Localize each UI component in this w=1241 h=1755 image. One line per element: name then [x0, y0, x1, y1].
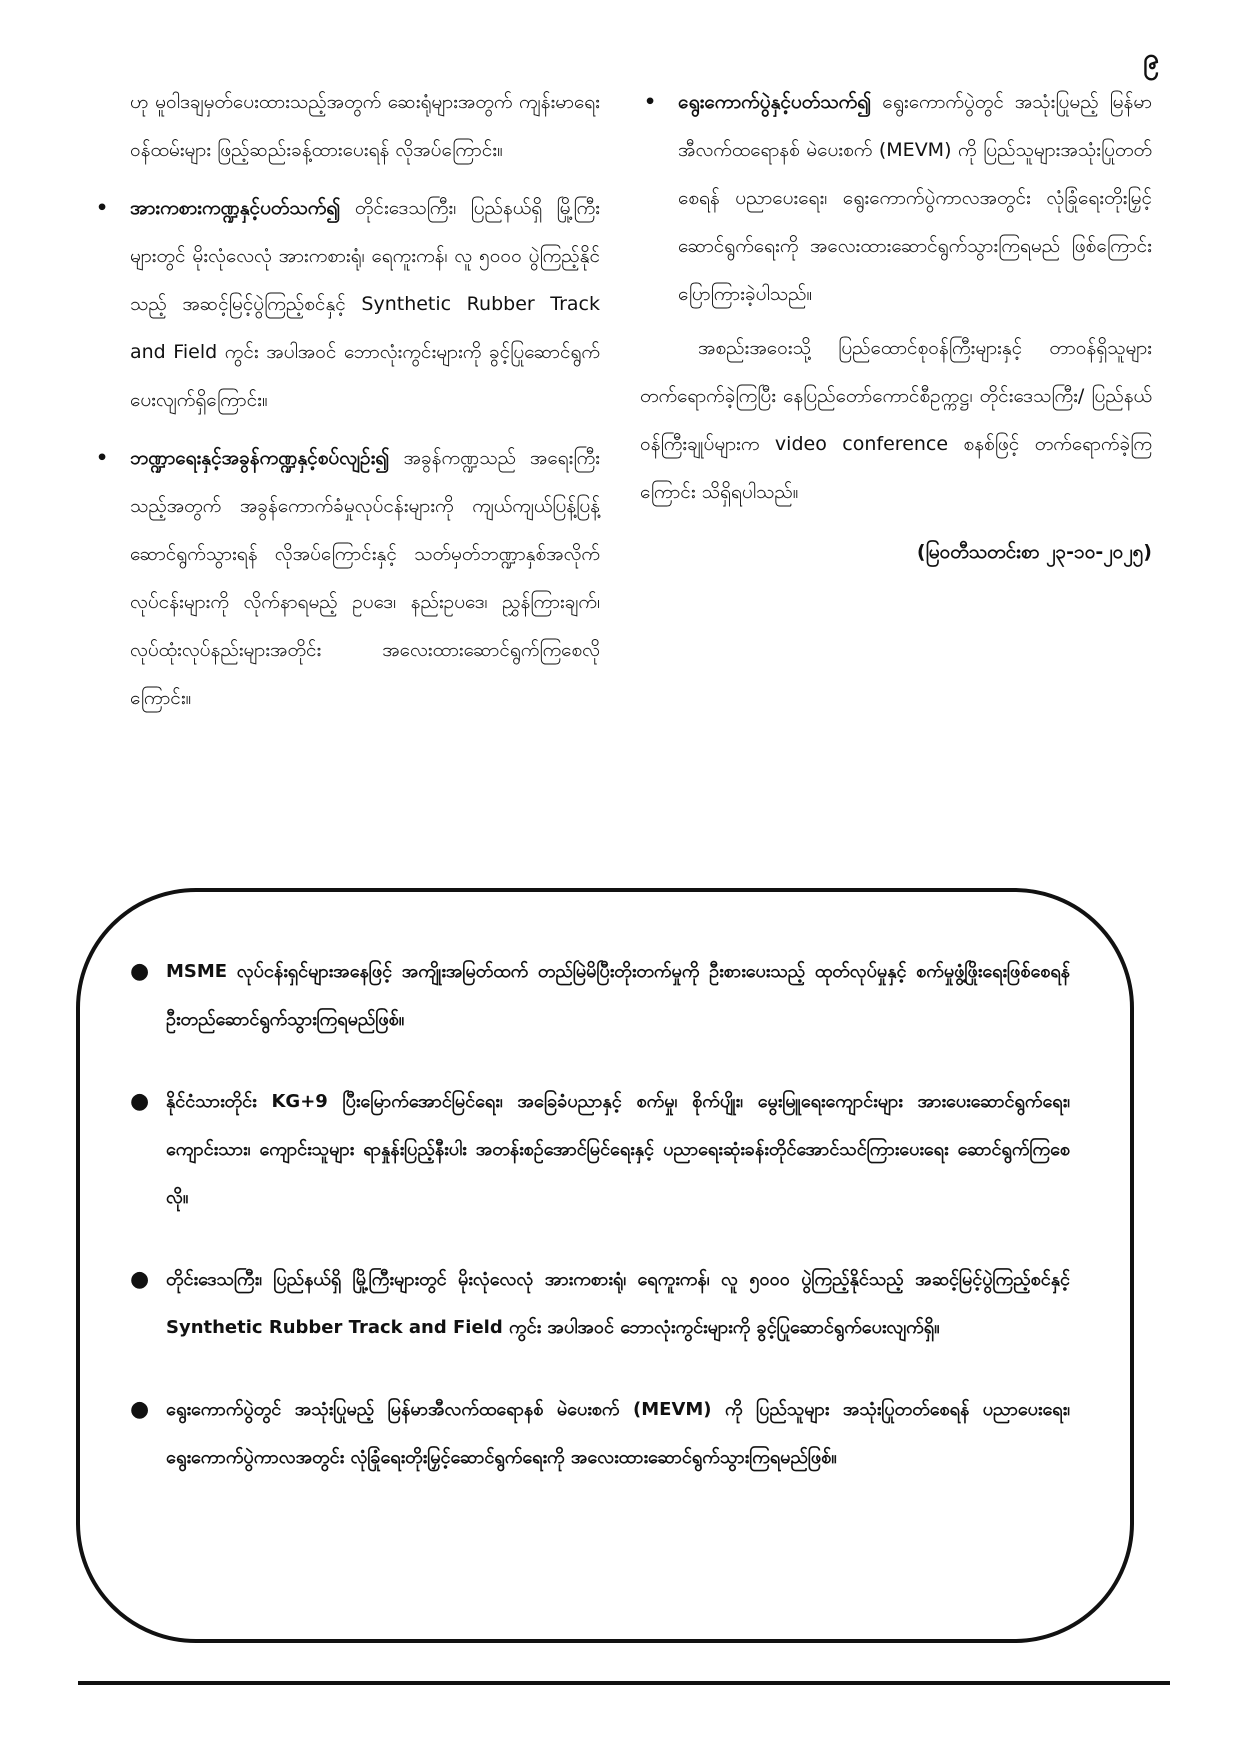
summary-item — [130, 948, 1070, 1044]
closing-paragraph: အစည်းအဝေးသို့ ပြည်ထောင်စုဝန်ကြီးများနှင့် တာဝန်ရှိသူများ တက်ရောက်ခဲ့ကြပြီး နေပြည်တော်ကောင်စီဥက္ကဋ္ဌ၊ တိုင်းဒေသကြီး/ ပြည်နယ်ဝန်ကြီးချုပ်များက video conference စနစ်ဖြင့် တက်ရောက်ခဲ့ကြကြောင်း သိရှိရပါသည်။ — [640, 337, 1152, 503]
summary-item-text: MSME လုပ်ငန်းရှင်များအနေဖြင့် အကျိုးအမြတ်ထက် တည်မြဲမိပြီးတိုးတက်မှုကို ဦးစားပေးသည့် ထုတ်လုပ်မှုနှင့် စက်မှုဖွံ့ဖြိုးရေးဖြစ်စေရန် ဦးတည်ဆောင်ရွက်သွားကြရမည်ဖြစ်။ — [166, 961, 1070, 1030]
list-item-body: တိုင်းဒေသကြီး၊ ပြည်နယ်ရှိ မြို့ကြီးများတွင် မိုးလုံလေလုံ အားကစားရုံ၊ ရေကူးကန်၊ လူ ၅၀၀၀ ပွဲကြည့်နိုင်သည့် အဆင့်မြင့်ပွဲကြည့်စင်နှင့် Synthetic Rubber Track and Field ကွင်း အပါအဝင် ဘောလုံးကွင်းများကို ခွင့်ပြုဆောင်ရွက်ပေးလျက်ရှိကြောင်း။ — [130, 197, 600, 411]
bullet-icon: ● — [130, 1267, 150, 1292]
summary-item — [130, 1386, 1070, 1482]
bullet-icon: • — [96, 447, 109, 469]
summary-item-text: နိုင်ငံသားတိုင်း KG+9 ပြီးမြောက်အောင်မြင်ရေး၊ အခြေခံပညာနှင့် စက်မှု၊ စိုက်ပျိုး၊ မွေးမြူရေးကျောင်းများ အားပေးဆောင်ရွက်ရေး၊ ကျောင်းသား၊ ကျောင်းသူများ ရာနှုန်းပြည့်နီးပါး အတန်းစဉ်အောင်မြင်ရေးနှင့် ပညာရေးဆုံးခန်းတိုင်အောင်သင်ကြားပေးရေး ဆောင်ရွက်ကြစေလို။ — [166, 1091, 1070, 1208]
bullet-icon: ● — [130, 1397, 150, 1422]
list-item-title: ဘဏ္ဍာရေးနှင့်အခွန်ကဏ္ဍနှင့်စပ်လျဉ်း၍ — [130, 447, 390, 469]
summary-box — [76, 888, 1134, 1643]
intro-continuation: ဟု မူဝါဒချမှတ်ပေးထားသည့်အတွက် ဆေးရုံများအတွက် ကျန်းမာရေးဝန်ထမ်းများ ဖြည့်ဆည်းခန့်ထားပေးရန် လိုအပ်ကြောင်း။ — [130, 91, 600, 161]
summary-item-text: ရွေးကောက်ပွဲတွင် အသုံးပြုမည့် မြန်မာအီလက်ထရောနစ် မဲပေးစက် (MEVM) ကို ပြည်သူများ အသုံးပြုတတ်စေရန် ပညာပေးရေး၊ ရွေးကောက်ပွဲကာလအတွင်း လုံခြုံရေးတိုးမြှင့်ဆောင်ရွက်ရေးကို အလေးထားဆောင်ရွက်သွားကြရမည်ဖြစ်။ — [166, 1399, 1070, 1468]
list-item-sports — [92, 184, 600, 424]
list-item-body: အခွန်ကဏ္ဍသည် အရေးကြီးသည့်အတွက် အခွန်ကောက်ခံမှုလုပ်ငန်းများကို ကျယ်ကျယ်ပြန့်ပြန့် ဆောင်ရွက်သွားရန် လိုအပ်ကြောင်းနှင့် သတ်မှတ်ဘဏ္ဍာနှစ်အလိုက် လုပ်ငန်းများကို လိုက်နာရမည့် ဥပဒေ၊ နည်းဥပဒေ၊ ညွှန်ကြားချက်၊ လုပ်ထုံးလုပ်နည်းများအတိုင်း အလေးထားဆောင်ရွက်ကြစေလိုကြောင်း။ — [130, 447, 600, 709]
page-number: ၉ — [1143, 42, 1159, 75]
source-citation: (မြဝတီသတင်းစာ ၂၃-၁၀-၂၀၂၅) — [916, 541, 1152, 563]
bullet-icon: ● — [130, 1089, 150, 1114]
right-column — [640, 78, 1152, 576]
list-item-title: အားကစားကဏ္ဍနှင့်ပတ်သက်၍ — [130, 197, 341, 219]
left-column — [92, 78, 600, 722]
bullet-icon: • — [96, 197, 109, 219]
list-item-finance-tax — [92, 434, 600, 722]
list-item-title: ရွေးကောက်ပွဲနှင့်ပတ်သက်၍ — [678, 91, 872, 113]
bottom-divider — [78, 1681, 1170, 1685]
list-item-election — [640, 78, 1152, 318]
summary-item — [130, 1256, 1070, 1352]
list-item-body: ရွေးကောက်ပွဲတွင် အသုံးပြုမည့် မြန်မာအီလက်ထရောနစ် မဲပေးစက် (MEVM) ကို ပြည်သူများအသုံးပြုတတ်စေရန် ပညာပေးရေး၊ ရွေးကောက်ပွဲကာလအတွင်း လုံခြုံရေးတိုးမြှင့်ဆောင်ရွက်ရေးကို အလေးထားဆောင်ရွက်သွားကြရမည် ဖြစ်ကြောင်း ပြောကြားခဲ့ပါသည်။ — [678, 91, 1152, 305]
summary-item — [130, 1078, 1070, 1222]
summary-item-text: တိုင်းဒေသကြီး၊ ပြည်နယ်ရှိ မြို့ကြီးများတွင် မိုးလုံလေလုံ အားကစားရုံ၊ ရေကူးကန်၊ လူ ၅၀၀၀ ပွဲကြည့်နိုင်သည့် အဆင့်မြင့်ပွဲကြည့်စင်နှင့် Synthetic Rubber Track and Field ကွင်း အပါအဝင် ဘောလုံးကွင်းများကို ခွင့်ပြုဆောင်ရွက်ပေးလျက်ရှိ။ — [166, 1269, 1070, 1338]
bullet-icon: ● — [130, 959, 150, 984]
bullet-icon: • — [644, 91, 657, 113]
